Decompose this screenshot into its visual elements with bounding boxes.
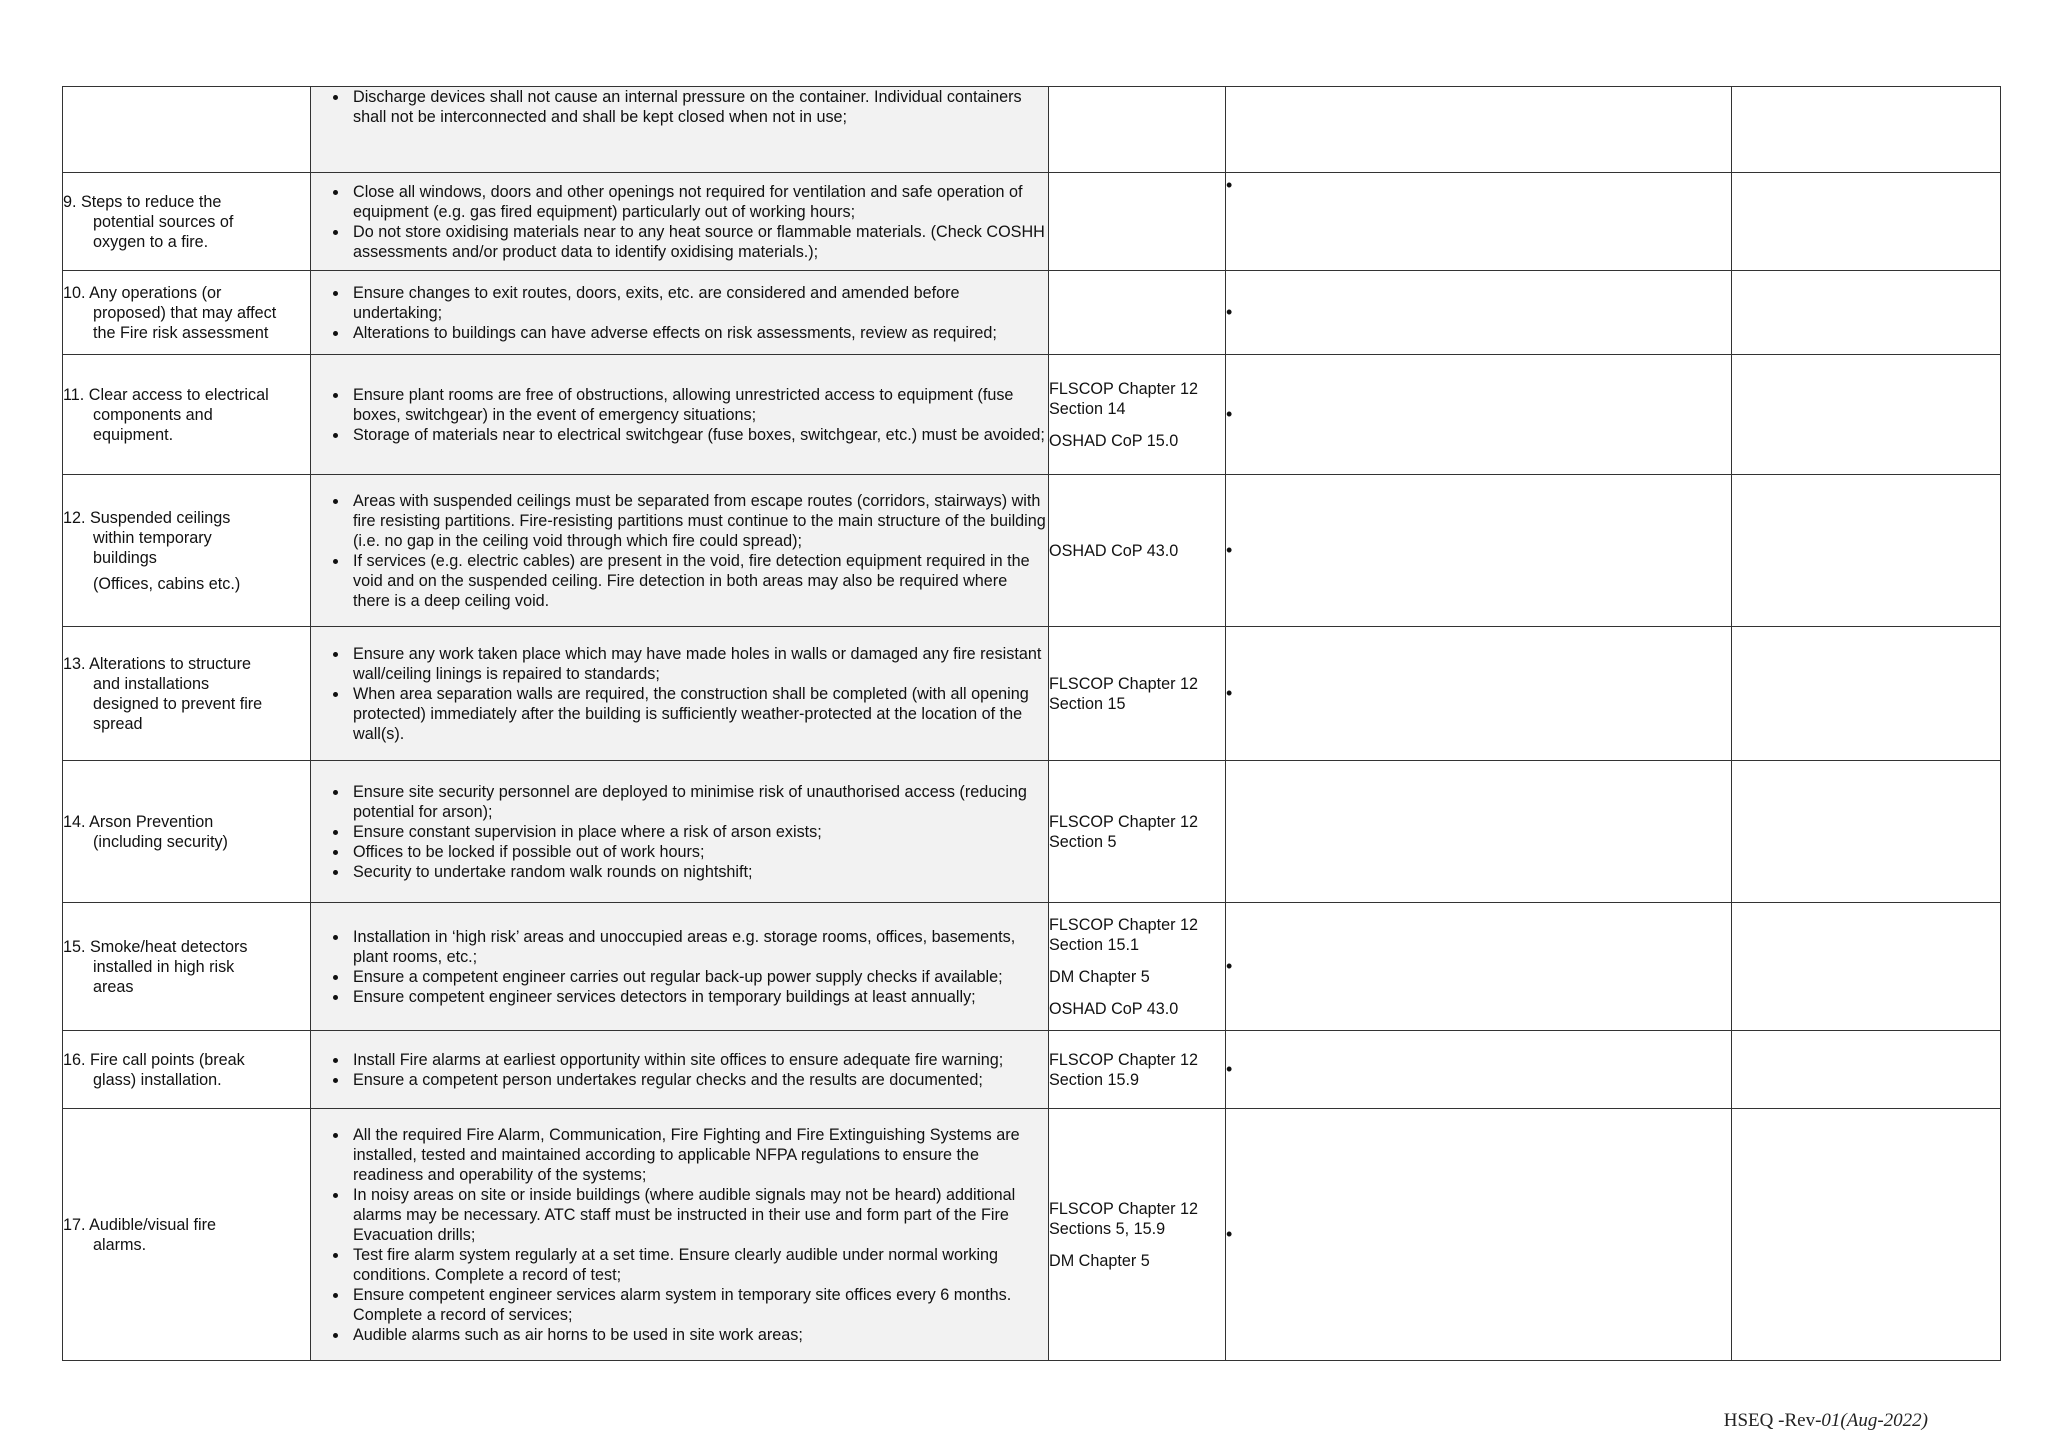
control-measures-cell: [311, 173, 1049, 271]
control-measures-list: [311, 182, 1048, 262]
control-measures-list: [311, 644, 1048, 744]
reference-text: FLSCOP Chapter 12 Section 14: [1049, 379, 1199, 418]
reference-cell: [1049, 355, 1226, 475]
hazard-title: 17. Audible/visual fire: [63, 1215, 216, 1234]
hazard-cell: [63, 761, 311, 903]
reference-spacer: [1049, 1239, 1225, 1251]
control-measure-item: • Do not store oxidising materials near to any heat source or flammable materials. (Check COSHH assessments and/or product data to identify oxidising materials.);: [349, 222, 1048, 262]
hazard-title-line: designed to prevent fire: [93, 694, 263, 713]
control-measures-list: [311, 927, 1048, 1007]
reference-spacer: [1049, 987, 1225, 999]
reference-text: DM Chapter 5: [1049, 1251, 1150, 1270]
control-measure-item: • Ensure competent engineer services alarm system in temporary site offices every 6 months. Complete a record of services;: [349, 1285, 1048, 1325]
hazard-title-line: areas: [93, 977, 134, 996]
control-measures-cell: [311, 87, 1049, 173]
footer-prefix: HSEQ -Rev-: [1723, 1410, 1822, 1431]
hazard-title-line: the Fire risk assessment: [93, 323, 269, 342]
hazard-cell: [63, 475, 311, 627]
responsible-cell: [1732, 1109, 2001, 1361]
hazard-title-line: oxygen to a fire.: [93, 232, 209, 251]
reference-text: FLSCOP Chapter 12 Section 5: [1049, 812, 1199, 851]
responsible-cell: [1732, 761, 2001, 903]
hazard-title: 11. Clear access to electrical: [63, 385, 269, 404]
additional-actions-cell: [1226, 271, 1732, 355]
hazard-title-line: components and: [93, 405, 213, 424]
responsible-cell: [1732, 627, 2001, 761]
control-measure-item: • Ensure a competent engineer carries out regular back-up power supply checks if available;: [349, 967, 1048, 987]
action-bullet: •: [1226, 175, 1233, 195]
hazard-title-line: spread: [93, 714, 143, 733]
control-measures-list: [311, 385, 1048, 445]
control-measures-cell: [311, 761, 1049, 903]
additional-actions-cell: [1226, 903, 1732, 1031]
table-row: [63, 627, 2001, 761]
control-measure-item: • Discharge devices shall not cause an internal pressure on the container. Individual containers shall not be interconnected and shall be kept closed when not in use;: [349, 87, 1048, 127]
reference-cell: [1049, 903, 1226, 1031]
table-row: [63, 761, 2001, 903]
control-measure-item: • Audible alarms such as air horns to be used in site work areas;: [349, 1325, 1048, 1345]
control-measure-item: • Offices to be locked if possible out of work hours;: [349, 842, 1048, 862]
reference-text: FLSCOP Chapter 12 Section 15: [1049, 674, 1199, 713]
responsible-cell: [1732, 87, 2001, 173]
control-measure-item: • Areas with suspended ceilings must be separated from escape routes (corridors, stairways) with fire resisting partitions. Fire-resisting partitions must continue to the main structure of the building (i.e. no gap in the ceiling void through which fire could spread);: [349, 491, 1048, 551]
responsible-cell: [1732, 271, 2001, 355]
table-row: [63, 1109, 2001, 1361]
hazard-title-line: proposed) that may affect: [93, 303, 277, 322]
hazard-cell: [63, 1031, 311, 1109]
control-measures-cell: [311, 271, 1049, 355]
control-measures-list: [311, 1125, 1048, 1345]
reference-spacer: [1049, 419, 1225, 431]
additional-actions-cell: [1226, 475, 1732, 627]
action-bullet: •: [1226, 956, 1233, 976]
hazard-cell: [63, 355, 311, 475]
control-measures-list: [311, 87, 1048, 127]
additional-actions-cell: [1226, 355, 1732, 475]
hazard-title-line: potential sources of: [93, 212, 234, 231]
hazard-cell: [63, 1109, 311, 1361]
additional-actions-cell: [1226, 173, 1732, 271]
responsible-cell: [1732, 1031, 2001, 1109]
action-bullet: •: [1226, 302, 1233, 322]
control-measures-cell: [311, 903, 1049, 1031]
control-measure-item: • Test fire alarm system regularly at a set time. Ensure clearly audible under normal working conditions. Complete a record of test;: [349, 1245, 1048, 1285]
hazard-title: 9. Steps to reduce the: [63, 192, 222, 211]
table-row: [63, 173, 2001, 271]
responsible-cell: [1732, 355, 2001, 475]
hazard-title: 15. Smoke/heat detectors: [63, 937, 248, 956]
hazard-cell: [63, 87, 311, 173]
control-measure-item: • Ensure changes to exit routes, doors, exits, etc. are considered and amended before undertaking;: [349, 283, 1048, 323]
hazard-title: 13. Alterations to structure: [63, 654, 252, 673]
reference-text: FLSCOP Chapter 12 Sections 5, 15.9: [1049, 1199, 1199, 1238]
hazard-title: 16. Fire call points (break: [63, 1050, 245, 1069]
table-row: [63, 1031, 2001, 1109]
reference-cell: [1049, 1031, 1226, 1109]
table-row: [63, 355, 2001, 475]
hazard-title-line: buildings: [93, 548, 157, 567]
control-measures-list: [311, 283, 1048, 343]
control-measure-item: • Ensure constant supervision in place where a risk of arson exists;: [349, 822, 1048, 842]
reference-text: OSHAD CoP 43.0: [1049, 541, 1179, 560]
action-bullet: •: [1226, 683, 1233, 703]
reference-cell: [1049, 475, 1226, 627]
control-measures-cell: [311, 1109, 1049, 1361]
control-measure-item: • Security to undertake random walk rounds on nightshift;: [349, 862, 1048, 882]
additional-actions-cell: [1226, 87, 1732, 173]
hazard-title-line: equipment.: [93, 425, 174, 444]
control-measure-item: • Installation in ‘high risk’ areas and unoccupied areas e.g. storage rooms, offices, basements, plant rooms, etc.;: [349, 927, 1048, 967]
control-measure-item: • Ensure competent engineer services detectors in temporary buildings at least annually;: [349, 987, 1048, 1007]
hazard-title: 14. Arson Prevention: [63, 812, 214, 831]
hazard-title: 10. Any operations (or: [63, 283, 222, 302]
hazard-cell: [63, 173, 311, 271]
additional-actions-cell: [1226, 1031, 1732, 1109]
fire-risk-table: [62, 86, 2001, 1361]
additional-actions-cell: [1226, 1109, 1732, 1361]
hazard-title-line: within temporary: [93, 528, 212, 547]
hazard-title-line: alarms.: [93, 1235, 147, 1254]
additional-actions-cell: [1226, 627, 1732, 761]
table-row: [63, 475, 2001, 627]
hazard-note: (Offices, cabins etc.): [93, 574, 241, 593]
control-measures-list: [311, 1050, 1048, 1090]
table-row: [63, 87, 2001, 173]
reference-text: OSHAD CoP 43.0: [1049, 999, 1179, 1018]
action-bullet: •: [1226, 1059, 1233, 1079]
table-row: [63, 271, 2001, 355]
control-measure-item: • Alterations to buildings can have adverse effects on risk assessments, review as required;: [349, 323, 1048, 343]
table-row: [63, 903, 2001, 1031]
control-measures-cell: [311, 1031, 1049, 1109]
hazard-cell: [63, 903, 311, 1031]
reference-cell: [1049, 87, 1226, 173]
control-measures-list: [311, 491, 1048, 611]
control-measure-item: • All the required Fire Alarm, Communication, Fire Fighting and Fire Extinguishing Systems are installed, tested and maintained according to applicable NFPA regulations to ensure the readiness and operability of the systems;: [349, 1125, 1048, 1185]
reference-cell: [1049, 173, 1226, 271]
control-measure-item: • Ensure a competent person undertakes regular checks and the results are documented;: [349, 1070, 1048, 1090]
control-measures-cell: [311, 355, 1049, 475]
control-measure-item: • In noisy areas on site or inside buildings (where audible signals may not be heard) additional alarms may be necessary. ATC staff must be instructed in their use and form part of the Fire Evacuation drills;: [349, 1185, 1048, 1245]
reference-text: FLSCOP Chapter 12 Section 15.1: [1049, 915, 1199, 954]
control-measure-item: • Ensure site security personnel are deployed to minimise risk of unauthorised access (reducing potential for arson);: [349, 782, 1048, 822]
responsible-cell: [1732, 475, 2001, 627]
hazard-cell: [63, 271, 311, 355]
footer-revision: 01(Aug-2022): [1821, 1410, 1928, 1431]
responsible-cell: [1732, 903, 2001, 1031]
control-measure-item: • Ensure plant rooms are free of obstructions, allowing unrestricted access to equipment (fuse boxes, switchgear) in the event of emergency situations;: [349, 385, 1048, 425]
reference-cell: [1049, 627, 1226, 761]
control-measure-item: • If services (e.g. electric cables) are present in the void, fire detection equipment required in the void and on the suspended ceiling. Fire detection in both areas may also be required where there is a deep ceiling void.: [349, 551, 1048, 611]
additional-actions-cell: [1226, 761, 1732, 903]
reference-cell: [1049, 761, 1226, 903]
reference-text: OSHAD CoP 15.0: [1049, 431, 1179, 450]
control-measure-item: • When area separation walls are required, the construction shall be completed (with all opening protected) immediately after the building is sufficiently weather-protected at the location of the wall(s).: [349, 684, 1048, 744]
hazard-title-line: installed in high risk: [93, 957, 235, 976]
action-bullet: •: [1226, 404, 1233, 424]
hazard-title-line: glass) installation.: [93, 1070, 222, 1089]
control-measures-cell: [311, 475, 1049, 627]
hazard-cell: [63, 627, 311, 761]
responsible-cell: [1732, 173, 2001, 271]
control-measure-item: • Storage of materials near to electrical switchgear (fuse boxes, switchgear, etc.) must be avoided;: [349, 425, 1048, 445]
control-measure-item: • Ensure any work taken place which may have made holes in walls or damaged any fire resistant wall/ceiling linings is repaired to standards;: [349, 644, 1048, 684]
reference-text: DM Chapter 5: [1049, 967, 1150, 986]
reference-cell: [1049, 1109, 1226, 1361]
document-revision-footer: [1724, 1410, 1928, 1432]
reference-spacer: [1049, 955, 1225, 967]
control-measure-item: • Install Fire alarms at earliest opportunity within site offices to ensure adequate fire warning;: [349, 1050, 1048, 1070]
fire-risk-table-body: [63, 87, 2001, 1361]
hazard-title-line: (including security): [93, 832, 228, 851]
control-measures-cell: [311, 627, 1049, 761]
control-measures-list: [311, 782, 1048, 882]
reference-text: FLSCOP Chapter 12 Section 15.9: [1049, 1050, 1199, 1089]
action-bullet: •: [1226, 540, 1233, 560]
action-bullet: •: [1226, 1224, 1233, 1244]
hazard-title-line: and installations: [93, 674, 210, 693]
hazard-title: 12. Suspended ceilings: [63, 508, 231, 527]
reference-cell: [1049, 271, 1226, 355]
control-measure-item: • Close all windows, doors and other openings not required for ventilation and safe operation of equipment (e.g. gas fired equipment) particularly out of working hours;: [349, 182, 1048, 222]
